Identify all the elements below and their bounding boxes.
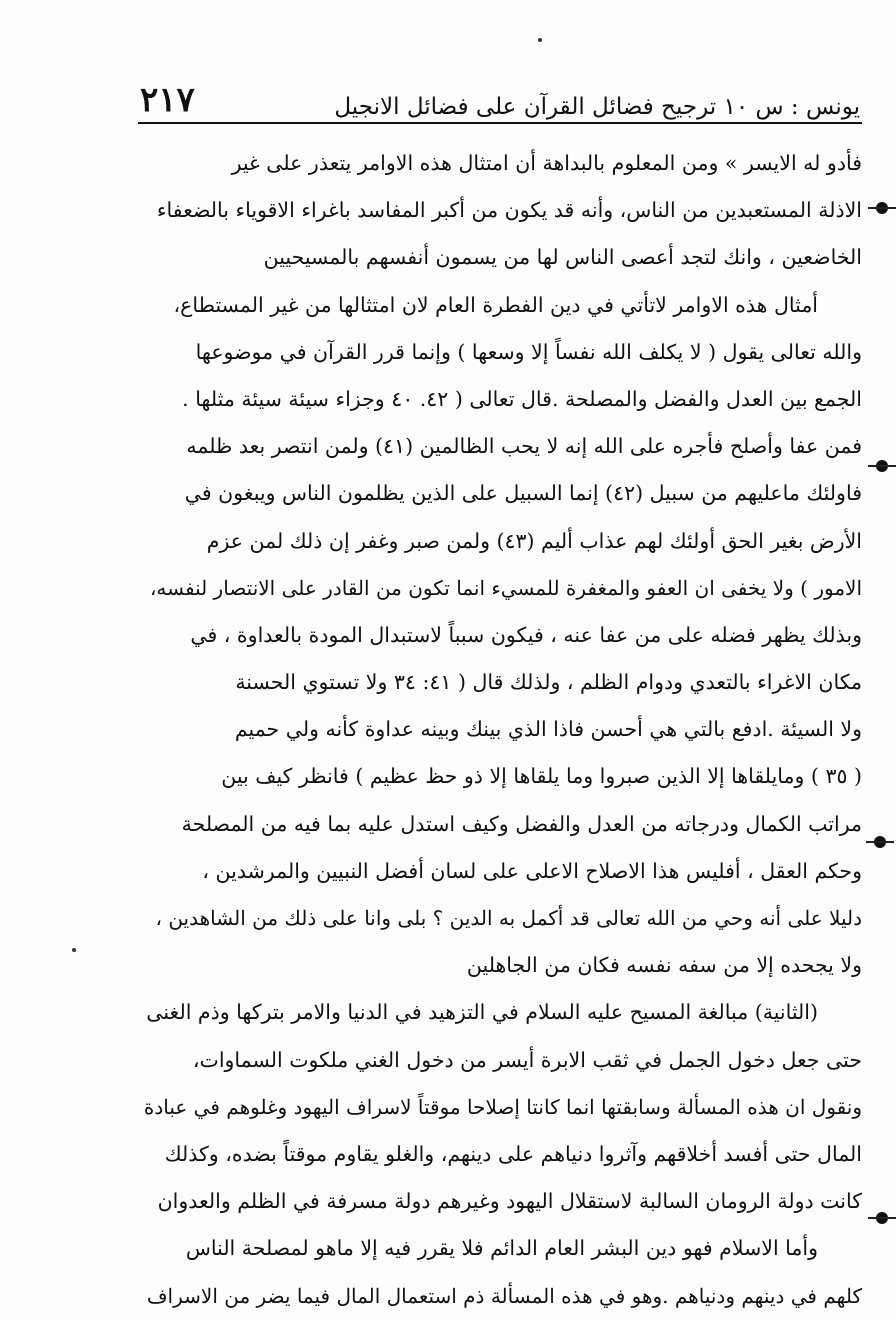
text-line: مراتب الكمال ودرجاته من العدل والفضل وكيف استدل عليه بما فيه من المصلحة bbox=[181, 811, 862, 836]
text-line: ونقول ان هذه المسألة وسابقتها انما كانتا إصلاحا موقتاً لاسراف اليهود وغلوهم في عبادة bbox=[143, 1094, 862, 1119]
binding-hole-mark bbox=[876, 1212, 888, 1224]
body-text bbox=[140, 140, 862, 1320]
binding-hole-mark bbox=[876, 460, 888, 472]
running-title: يونس : س ١٠ ترجيح فضائل القرآن على فضائل الانجيل bbox=[334, 94, 860, 120]
text-line: الخاضعين ، وانك لتجد أعصى الناس لها من يسمون أنفسهم بالمسيحيين bbox=[263, 245, 862, 270]
text-line: فأدو له الايسر » ومن المعلوم بالبداهة أن امتثال هذه الاوامر يتعذر على غير bbox=[231, 151, 862, 175]
scan-speck bbox=[72, 948, 76, 952]
text-line: ولا السيئة .ادفع بالتي هي أحسن فاذا الذي بينك وبينه عداوة كأنه ولي حميم bbox=[234, 717, 862, 742]
text-line: الاذلة المستعبدين من الناس، وأنه قد يكون من أكبر المفاسد باغراء الاقوياء بالضعفاء bbox=[156, 198, 862, 223]
text-line: وحكم العقل ، أفليس هذا الاصلاح الاعلى على لسان أفضل النبيين والمرشدين ، bbox=[202, 858, 862, 883]
text-line: ( ٣٥ ) ومايلقاها إلا الذين صبروا وما يلقاها إلا ذو حظ عظيم ) فانظر كيف بين bbox=[221, 764, 862, 789]
text-line: مكان الاغراء بالتعدي ودوام الظلم ، ولذلك قال ( ٤١: ٣٤ ولا تستوي الحسنة bbox=[235, 670, 862, 695]
text-line: فاولئك ماعليهم من سبيل (٤٢) إنما السبيل على الذين يظلمون الناس ويبغون في bbox=[184, 481, 862, 506]
text-line: الامور ) ولا يخفى ان العفو والمغفرة للمسيء انما تكون من القادر على الانتصار لنفسه، bbox=[149, 575, 862, 600]
page-number: ٢١٧ bbox=[140, 80, 195, 120]
header-rule bbox=[138, 122, 862, 124]
text-line: الأرض بغير الحق أولئك لهم عذاب أليم (٤٣) ولمن صبر وغفر إن ذلك لمن عزم bbox=[206, 528, 862, 553]
binding-hole-mark bbox=[876, 202, 888, 214]
text-line: الجمع بين العدل والفضل والمصلحة .قال تعالى ( ٤٢. ٤٠ وجزاء سيئة سيئة مثلها . bbox=[182, 386, 862, 411]
binding-hole-mark bbox=[874, 836, 886, 848]
text-line: وأما الاسلام فهو دين البشر العام الدائم فلا يقرر فيه إلا ماهو لمصلحة الناس bbox=[185, 1236, 818, 1261]
text-line: المال حتى أفسد أخلاقهم وآثروا دنياهم على دينهم، والغلو يقاوم موقتاً بضده، وكذلك bbox=[164, 1141, 862, 1166]
text-line: كانت دولة الرومان السالبة لاستقلال اليهود وغيرهم دولة مسرفة في الظلم والعدوان bbox=[157, 1189, 862, 1214]
text-line: (الثانية) مبالغة المسيح عليه السلام في التزهيد في الدنيا والامر بتركها وذم الغنى bbox=[146, 1000, 818, 1025]
text-line: والله تعالى يقول ( لا يكلف الله نفساً إلا وسعها ) وإنما قرر القرآن في موضوعها bbox=[195, 339, 862, 364]
text-line: حتى جعل دخول الجمل في ثقب الابرة أيسر من دخول الغني ملكوت السماوات، bbox=[192, 1047, 862, 1072]
page-header bbox=[140, 74, 860, 120]
text-line: فمن عفا وأصلح فأجره على الله إنه لا يحب الظالمين (٤١) ولمن انتصر بعد ظلمه bbox=[186, 434, 862, 459]
scan-speck bbox=[538, 38, 542, 42]
text-line: أمثال هذه الاوامر لاتأتي في دين الفطرة العام لان امتثالها من غير المستطاع، bbox=[173, 292, 818, 317]
text-line: كلهم في دينهم ودنياهم .وهو في هذه المسألة ذم استعمال المال فيما يضر من الاسراف bbox=[146, 1283, 862, 1308]
text-line: وبذلك يظهر فضله على من عفا عنه ، فيكون سبباً لاستبدال المودة بالعداوة ، في bbox=[190, 622, 862, 647]
text-line: دليلا على أنه وحي من الله تعالى قد أكمل به الدين ؟ بلى وانا على ذلك من الشاهدين ، bbox=[155, 906, 862, 930]
text-line: ولا يجحده إلا من سفه نفسه فكان من الجاهلين bbox=[466, 953, 862, 978]
